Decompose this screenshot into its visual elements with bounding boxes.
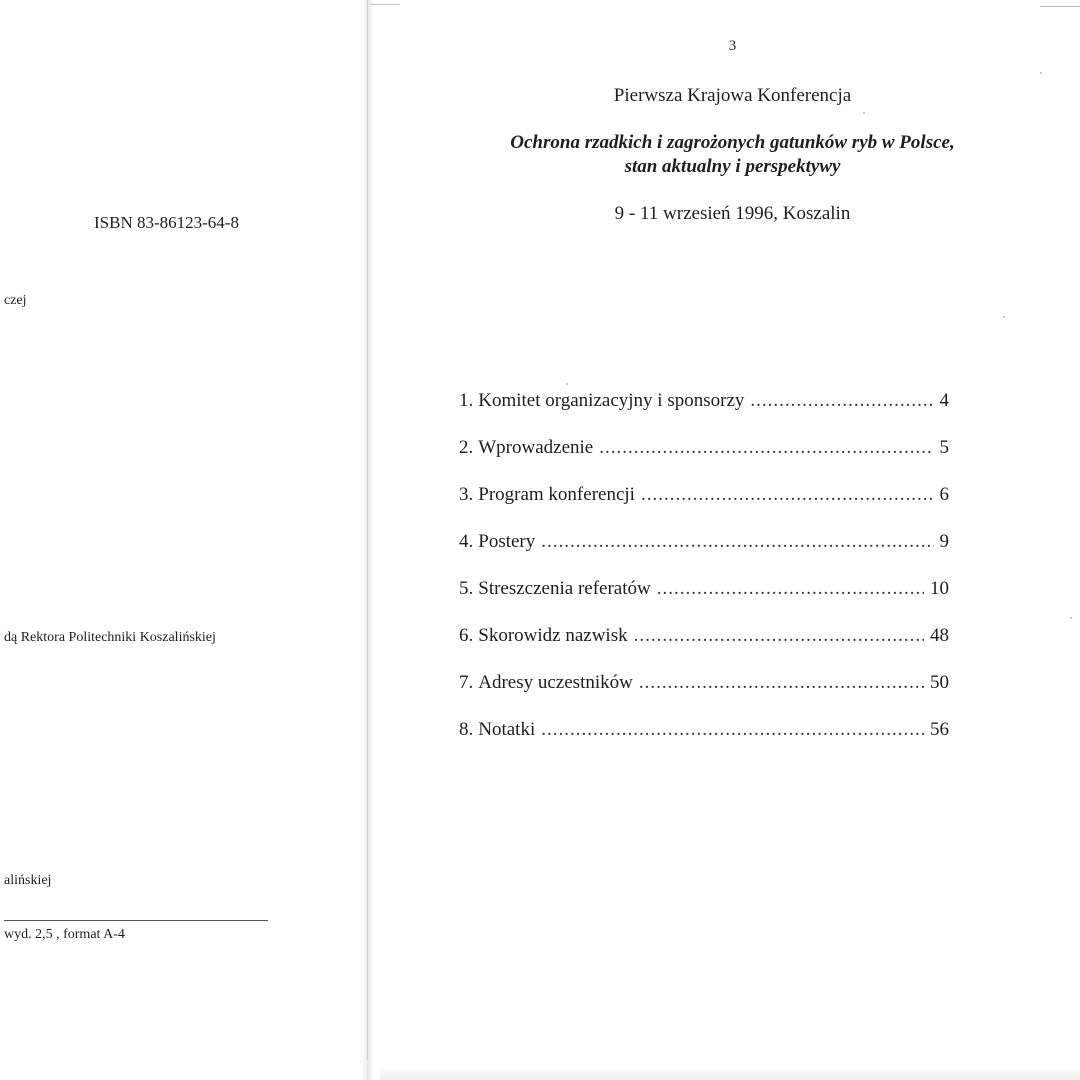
toc-dot-leader — [750, 390, 933, 412]
toc-number: 5. — [459, 578, 474, 599]
toc-number: 6. — [459, 625, 474, 646]
page-number: 3 — [728, 38, 737, 54]
toc-entry — [459, 437, 949, 484]
toc-page-number: 6 — [939, 484, 949, 505]
conference-subtitle — [460, 131, 1005, 179]
toc-dot-leader — [599, 437, 933, 459]
left-text-fragment: czej — [4, 293, 27, 308]
toc-title: Notatki — [478, 719, 536, 740]
toc-title: Streszczenia referatów — [478, 578, 651, 599]
page-bottom-shadow — [380, 1066, 1080, 1080]
toc-page-number: 48 — [930, 625, 949, 646]
scan-speck — [1040, 72, 1042, 74]
toc-number: 4. — [459, 531, 474, 552]
toc-dot-leader — [657, 578, 924, 600]
toc-dot-leader — [541, 719, 924, 741]
toc-page-number: 56 — [930, 719, 949, 740]
left-text-fragment: wyd. 2,5 , format A-4 — [4, 927, 125, 942]
toc-number: 1. — [459, 390, 474, 411]
toc-entry — [459, 484, 949, 531]
isbn-text: ISBN 83-86123-64-8 — [94, 213, 239, 232]
table-of-contents — [459, 390, 949, 766]
toc-title: Wprowadzenie — [478, 437, 594, 458]
toc-page-number: 5 — [939, 437, 949, 458]
toc-entry — [459, 672, 949, 719]
toc-entry — [459, 390, 949, 437]
toc-number: 7. — [459, 672, 474, 693]
toc-entry — [459, 578, 949, 625]
toc-entry — [459, 625, 949, 672]
toc-number: 8. — [459, 719, 474, 740]
toc-dot-leader — [634, 625, 924, 647]
toc-title: Adresy uczestników — [478, 672, 633, 693]
scan-speck — [1003, 316, 1005, 318]
scan-speck — [566, 383, 568, 385]
toc-page-number: 9 — [939, 531, 949, 552]
conference-label: Pierwsza Krajowa Konferencja — [613, 85, 852, 106]
toc-title: Program konferencji — [478, 484, 635, 505]
toc-entry — [459, 531, 949, 578]
toc-number: 3. — [459, 484, 474, 505]
page-edge-mark — [1040, 6, 1080, 7]
scan-speck — [1070, 617, 1072, 619]
page-fold-line — [367, 0, 368, 1060]
toc-title: Postery — [478, 531, 536, 552]
toc-page-number: 4 — [939, 390, 949, 411]
left-text-fragment: alińskiej — [4, 873, 52, 888]
scan-speck — [863, 112, 865, 114]
page-edge-mark — [370, 4, 400, 5]
divider-rule — [4, 920, 268, 921]
toc-page-number: 50 — [930, 672, 949, 693]
toc-number: 2. — [459, 437, 474, 458]
toc-title: Komitet organizacyjny i sponsorzy — [478, 390, 745, 411]
toc-entry — [459, 719, 949, 766]
conference-date-place: 9 - 11 wrzesień 1996, Koszalin — [614, 203, 851, 224]
toc-title: Skorowidz nazwisk — [478, 625, 628, 646]
toc-page-number: 10 — [930, 578, 949, 599]
subtitle-line: Ochrona rzadkich i zagrożonych gatunków ryb w Polsce, — [510, 132, 955, 153]
toc-dot-leader — [641, 484, 934, 506]
left-text-fragment: dą Rektora Politechniki Koszalińskiej — [4, 630, 216, 645]
subtitle-line: stan aktualny i perspektywy — [624, 156, 841, 177]
toc-dot-leader — [639, 672, 924, 694]
toc-dot-leader — [541, 531, 933, 553]
